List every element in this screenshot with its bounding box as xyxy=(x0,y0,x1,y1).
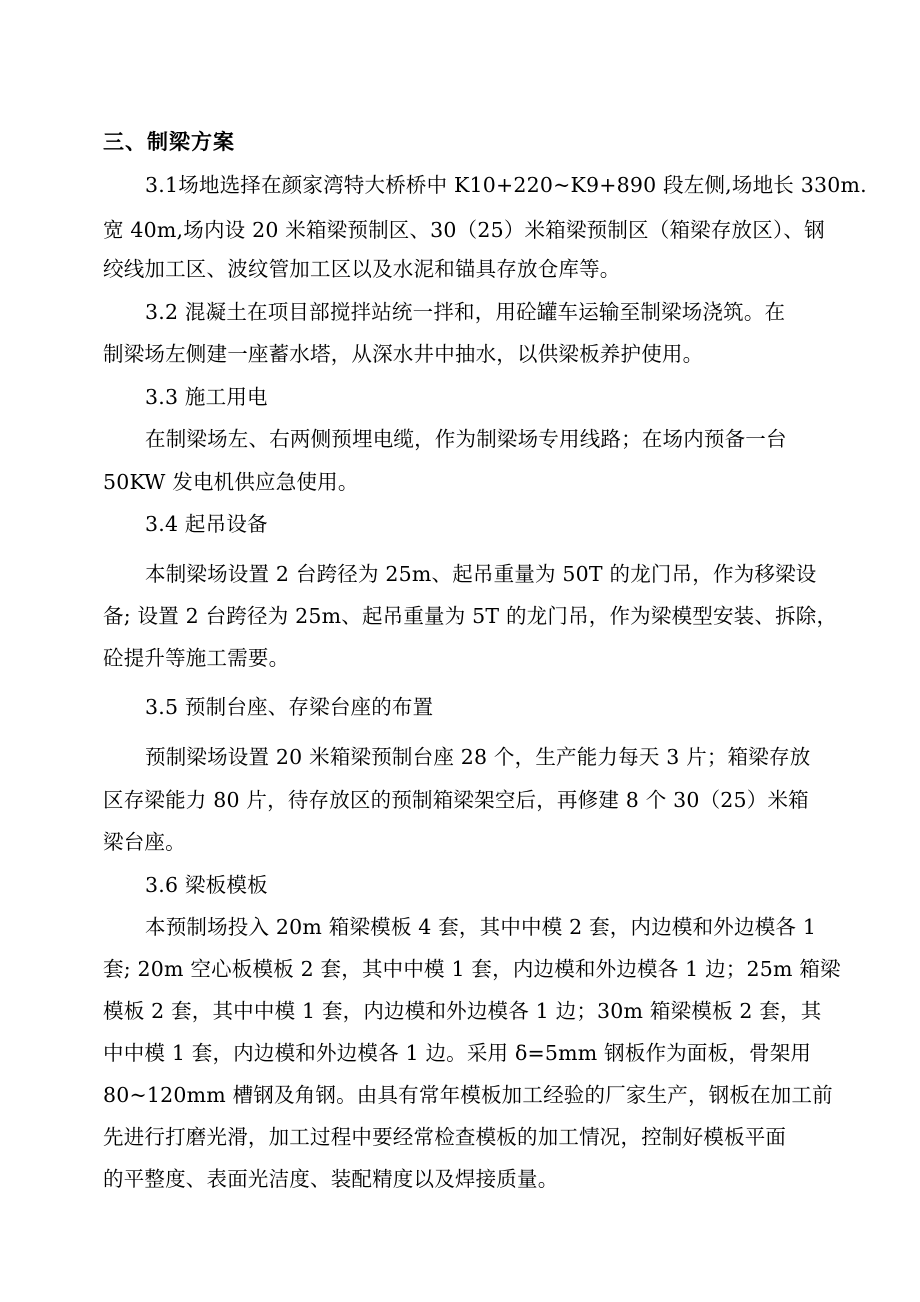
paragraph-3-4-line-1: 本制梁场设置 2 台跨径为 25m、起吊重量为 50T 的龙门吊，作为移梁设 xyxy=(145,562,817,586)
paragraph-3-3-line-1: 在制梁场左、右两侧预埋电缆，作为制梁场专用线路；在场内预备一台 xyxy=(145,427,787,451)
paragraph-3-3-line-2: 50KW 发电机供应急使用。 xyxy=(103,470,359,494)
section-heading: 三、制梁方案 xyxy=(103,130,235,154)
paragraph-3-6-line-2: 套; 20m 空心板模板 2 套，其中中模 1 套，内边模和外边模各 1 边；25m 箱梁 xyxy=(103,957,841,981)
paragraph-3-6-line-3: 模板 2 套，其中中模 1 套，内边模和外边模各 1 边；30m 箱梁模板 2 套，其 xyxy=(103,999,822,1023)
paragraph-3-2-line-1: 3.2 混凝土在项目部搅拌站统一拌和，用砼罐车运输至制梁场浇筑。在 xyxy=(145,300,786,324)
paragraph-3-5-line-2: 区存梁能力 80 片，待存放区的预制箱梁架空后，再修建 8 个 30（25）米箱 xyxy=(103,788,809,812)
paragraph-3-1-line-3: 绞线加工区、波纹管加工区以及水泥和锚具存放仓库等。 xyxy=(103,257,621,281)
paragraph-3-6-line-5: 80~120mm 槽钢及角钢。由具有常年模板加工经验的厂家生产，钢板在加工前 xyxy=(103,1083,833,1107)
subheading-3-6: 3.6 梁板模板 xyxy=(145,873,268,897)
subheading-3-3: 3.3 施工用电 xyxy=(145,385,268,409)
paragraph-3-6-line-4: 中中模 1 套，内边模和外边模各 1 边。采用 δ=5mm 钢板作为面板，骨架用 xyxy=(103,1041,812,1065)
subheading-3-4: 3.4 起吊设备 xyxy=(145,512,268,536)
paragraph-3-6-line-1: 本预制场投入 20m 箱梁模板 4 套，其中中模 2 套，内边模和外边模各 1 xyxy=(145,915,817,939)
paragraph-3-6-line-6: 先进行打磨光滑，加工过程中要经常检查模板的加工情况，控制好模板平面 xyxy=(103,1125,787,1149)
paragraph-3-1-line-2: 宽 40m,场内设 20 米箱梁预制区、30（25）米箱梁预制区（箱梁存放区）、钢 xyxy=(103,218,825,242)
paragraph-3-1-line-1: 3.1场地选择在颜家湾特大桥桥中 K10+220~K9+890 段左侧,场地长 330m. xyxy=(145,173,867,197)
paragraph-3-4-line-3: 砼提升等施工需要。 xyxy=(103,646,290,670)
paragraph-3-5-line-1: 预制梁场设置 20 米箱梁预制台座 28 个，生产能力每天 3 片；箱梁存放 xyxy=(145,745,811,769)
paragraph-3-4-line-2: 备; 设置 2 台跨径为 25m、起吊重量为 5T 的龙门吊，作为梁模型安装、拆除， xyxy=(103,604,838,628)
subheading-3-5: 3.5 预制台座、存梁台座的布置 xyxy=(145,695,434,719)
paragraph-3-2-line-2: 制梁场左侧建一座蓄水塔，从深水井中抽水，以供梁板养护使用。 xyxy=(103,342,704,366)
paragraph-3-6-line-7: 的平整度、表面光洁度、装配精度以及焊接质量。 xyxy=(103,1167,559,1191)
paragraph-3-5-line-3: 梁台座。 xyxy=(103,830,186,854)
